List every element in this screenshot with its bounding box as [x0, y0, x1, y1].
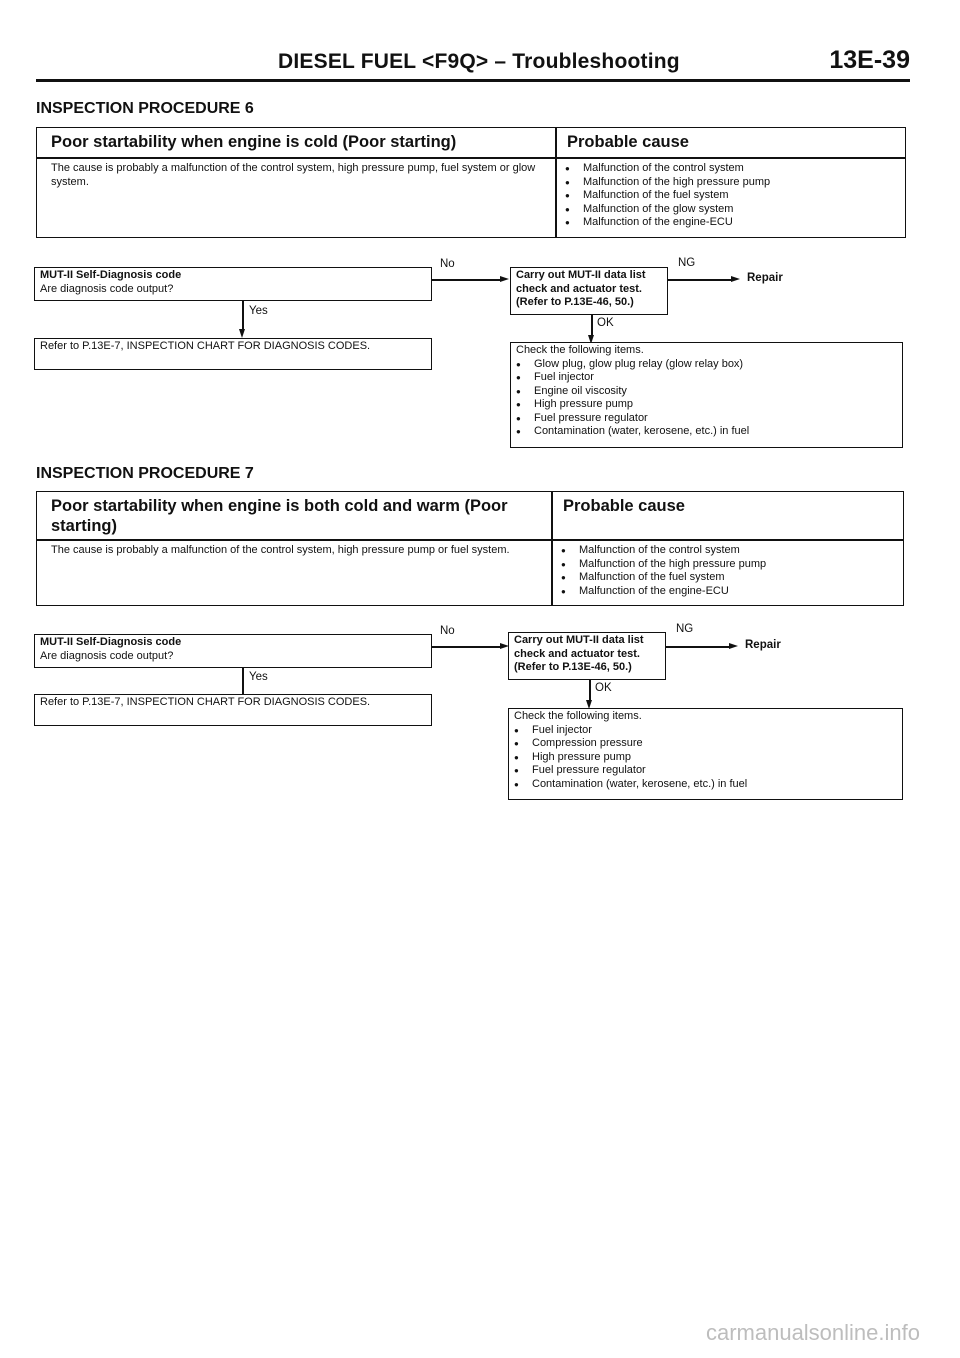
- check-items-box: [510, 342, 903, 448]
- check-item: ● Contamination (water, kerosene, etc.) in fuel: [512, 778, 897, 792]
- label-no: No: [440, 625, 455, 637]
- label-ng: NG: [676, 623, 694, 635]
- page-number: 13E-39: [829, 46, 910, 74]
- connector-line: [668, 279, 731, 281]
- check-item: ● Compression pressure: [512, 737, 897, 751]
- check-item: ● Fuel injector: [512, 724, 897, 738]
- label-ng: NG: [678, 257, 696, 269]
- connector-line: [432, 646, 500, 648]
- diagnosis-code-box: [34, 634, 432, 668]
- check-items-title: Check the following items.: [516, 344, 644, 356]
- data-list-line: Carry out MUT-II data list: [516, 269, 646, 281]
- cause-item: ● Malfunction of the control system: [563, 162, 893, 176]
- data-list-line: check and actuator test.: [514, 647, 640, 660]
- table-column-divider: [555, 128, 557, 237]
- procedure-7-table: [36, 491, 904, 606]
- cause-item: ● Malfunction of the fuel system: [563, 189, 893, 203]
- probable-cause-list: [559, 544, 889, 598]
- data-list-line: (Refer to P.13E-46, 50.): [514, 661, 632, 673]
- check-item: ● Contamination (water, kerosene, etc.) in fuel: [514, 425, 897, 439]
- page-header-title: DIESEL FUEL <F9Q> – Troubleshooting: [278, 50, 680, 73]
- check-item: ● Fuel injector: [514, 371, 897, 385]
- label-yes: Yes: [249, 671, 268, 683]
- connector-line: [242, 668, 244, 696]
- symptom-title: Poor startability when engine is cold (Poor starting): [51, 133, 457, 151]
- label-yes: Yes: [249, 305, 268, 317]
- refer-text: Refer to P.13E-7, INSPECTION CHART FOR DIAGNOSIS CODES.: [40, 340, 371, 352]
- probable-cause-title: Probable cause: [567, 133, 689, 151]
- diagnosis-code-title: MUT-II Self-Diagnosis code: [40, 269, 182, 281]
- arrow-down-icon: [239, 329, 245, 338]
- connector-line: [242, 301, 244, 331]
- cause-description: The cause is probably a malfunction of the control system, high pressure pump, fuel system or glow system.: [51, 162, 536, 188]
- check-items-box: [508, 708, 903, 800]
- arrow-right-icon: [731, 276, 740, 282]
- cause-item: ● Malfunction of the high pressure pump: [559, 558, 889, 572]
- label-ok: OK: [597, 317, 614, 329]
- cause-item: ● Malfunction of the glow system: [563, 203, 893, 217]
- label-no: No: [440, 258, 455, 270]
- check-items-list: [512, 724, 897, 792]
- table-column-divider: [551, 492, 553, 605]
- procedure-6-table: [36, 127, 906, 238]
- table-header-divider: [37, 157, 905, 159]
- header-rule: [36, 79, 910, 82]
- arrow-right-icon: [500, 276, 509, 282]
- data-list-line: (Refer to P.13E-46, 50.): [516, 296, 634, 308]
- cause-item: ● Malfunction of the fuel system: [559, 571, 889, 585]
- procedure-7-flowchart: [0, 622, 960, 807]
- connector-line: [591, 315, 593, 337]
- watermark: carmanualsonline.info: [705, 1320, 920, 1345]
- cause-description: The cause is probably a malfunction of the control system, high pressure pump or fuel system.: [51, 544, 510, 556]
- connector-line: [666, 646, 729, 648]
- check-items-list: [514, 358, 897, 440]
- check-item: ● High pressure pump: [514, 398, 897, 412]
- label-ok: OK: [595, 682, 612, 694]
- diagnosis-code-question: Are diagnosis code output?: [40, 282, 174, 295]
- diagnosis-code-title: MUT-II Self-Diagnosis code: [40, 636, 182, 648]
- refer-box: [34, 694, 432, 726]
- probable-cause-list: [563, 162, 893, 230]
- data-list-line: Carry out MUT-II data list: [514, 634, 644, 646]
- data-list-box: [510, 267, 668, 315]
- repair-label: Repair: [747, 272, 783, 284]
- arrow-right-icon: [729, 643, 738, 649]
- repair-label: Repair: [745, 639, 781, 651]
- refer-box: [34, 338, 432, 370]
- connector-line: [589, 680, 591, 702]
- data-list-box: [508, 632, 666, 680]
- probable-cause-title: Probable cause: [563, 497, 685, 515]
- cause-item: ● Malfunction of the engine-ECU: [563, 216, 893, 230]
- refer-text: Refer to P.13E-7, INSPECTION CHART FOR DIAGNOSIS CODES.: [40, 696, 371, 708]
- check-item: ● Fuel pressure regulator: [512, 764, 897, 778]
- procedure-6-flowchart: [0, 255, 960, 455]
- connector-line: [432, 279, 500, 281]
- diagnosis-code-question: Are diagnosis code output?: [40, 649, 174, 662]
- check-item: ● High pressure pump: [512, 751, 897, 765]
- check-items-title: Check the following items.: [514, 710, 642, 722]
- check-item: ● Glow plug, glow plug relay (glow relay box): [514, 358, 897, 372]
- table-header-divider: [37, 539, 903, 541]
- procedure-6-title: INSPECTION PROCEDURE 6: [36, 100, 254, 117]
- diagnosis-code-box: [34, 267, 432, 301]
- symptom-title: Poor startability when engine is both cold and warm (Poor starting): [51, 497, 508, 535]
- check-item: ● Fuel pressure regulator: [514, 412, 897, 426]
- data-list-line: check and actuator test.: [516, 282, 642, 295]
- cause-item: ● Malfunction of the engine-ECU: [559, 585, 889, 599]
- check-item: ● Engine oil viscosity: [514, 385, 897, 399]
- cause-item: ● Malfunction of the high pressure pump: [563, 176, 893, 190]
- cause-item: ● Malfunction of the control system: [559, 544, 889, 558]
- procedure-7-title: INSPECTION PROCEDURE 7: [36, 465, 254, 482]
